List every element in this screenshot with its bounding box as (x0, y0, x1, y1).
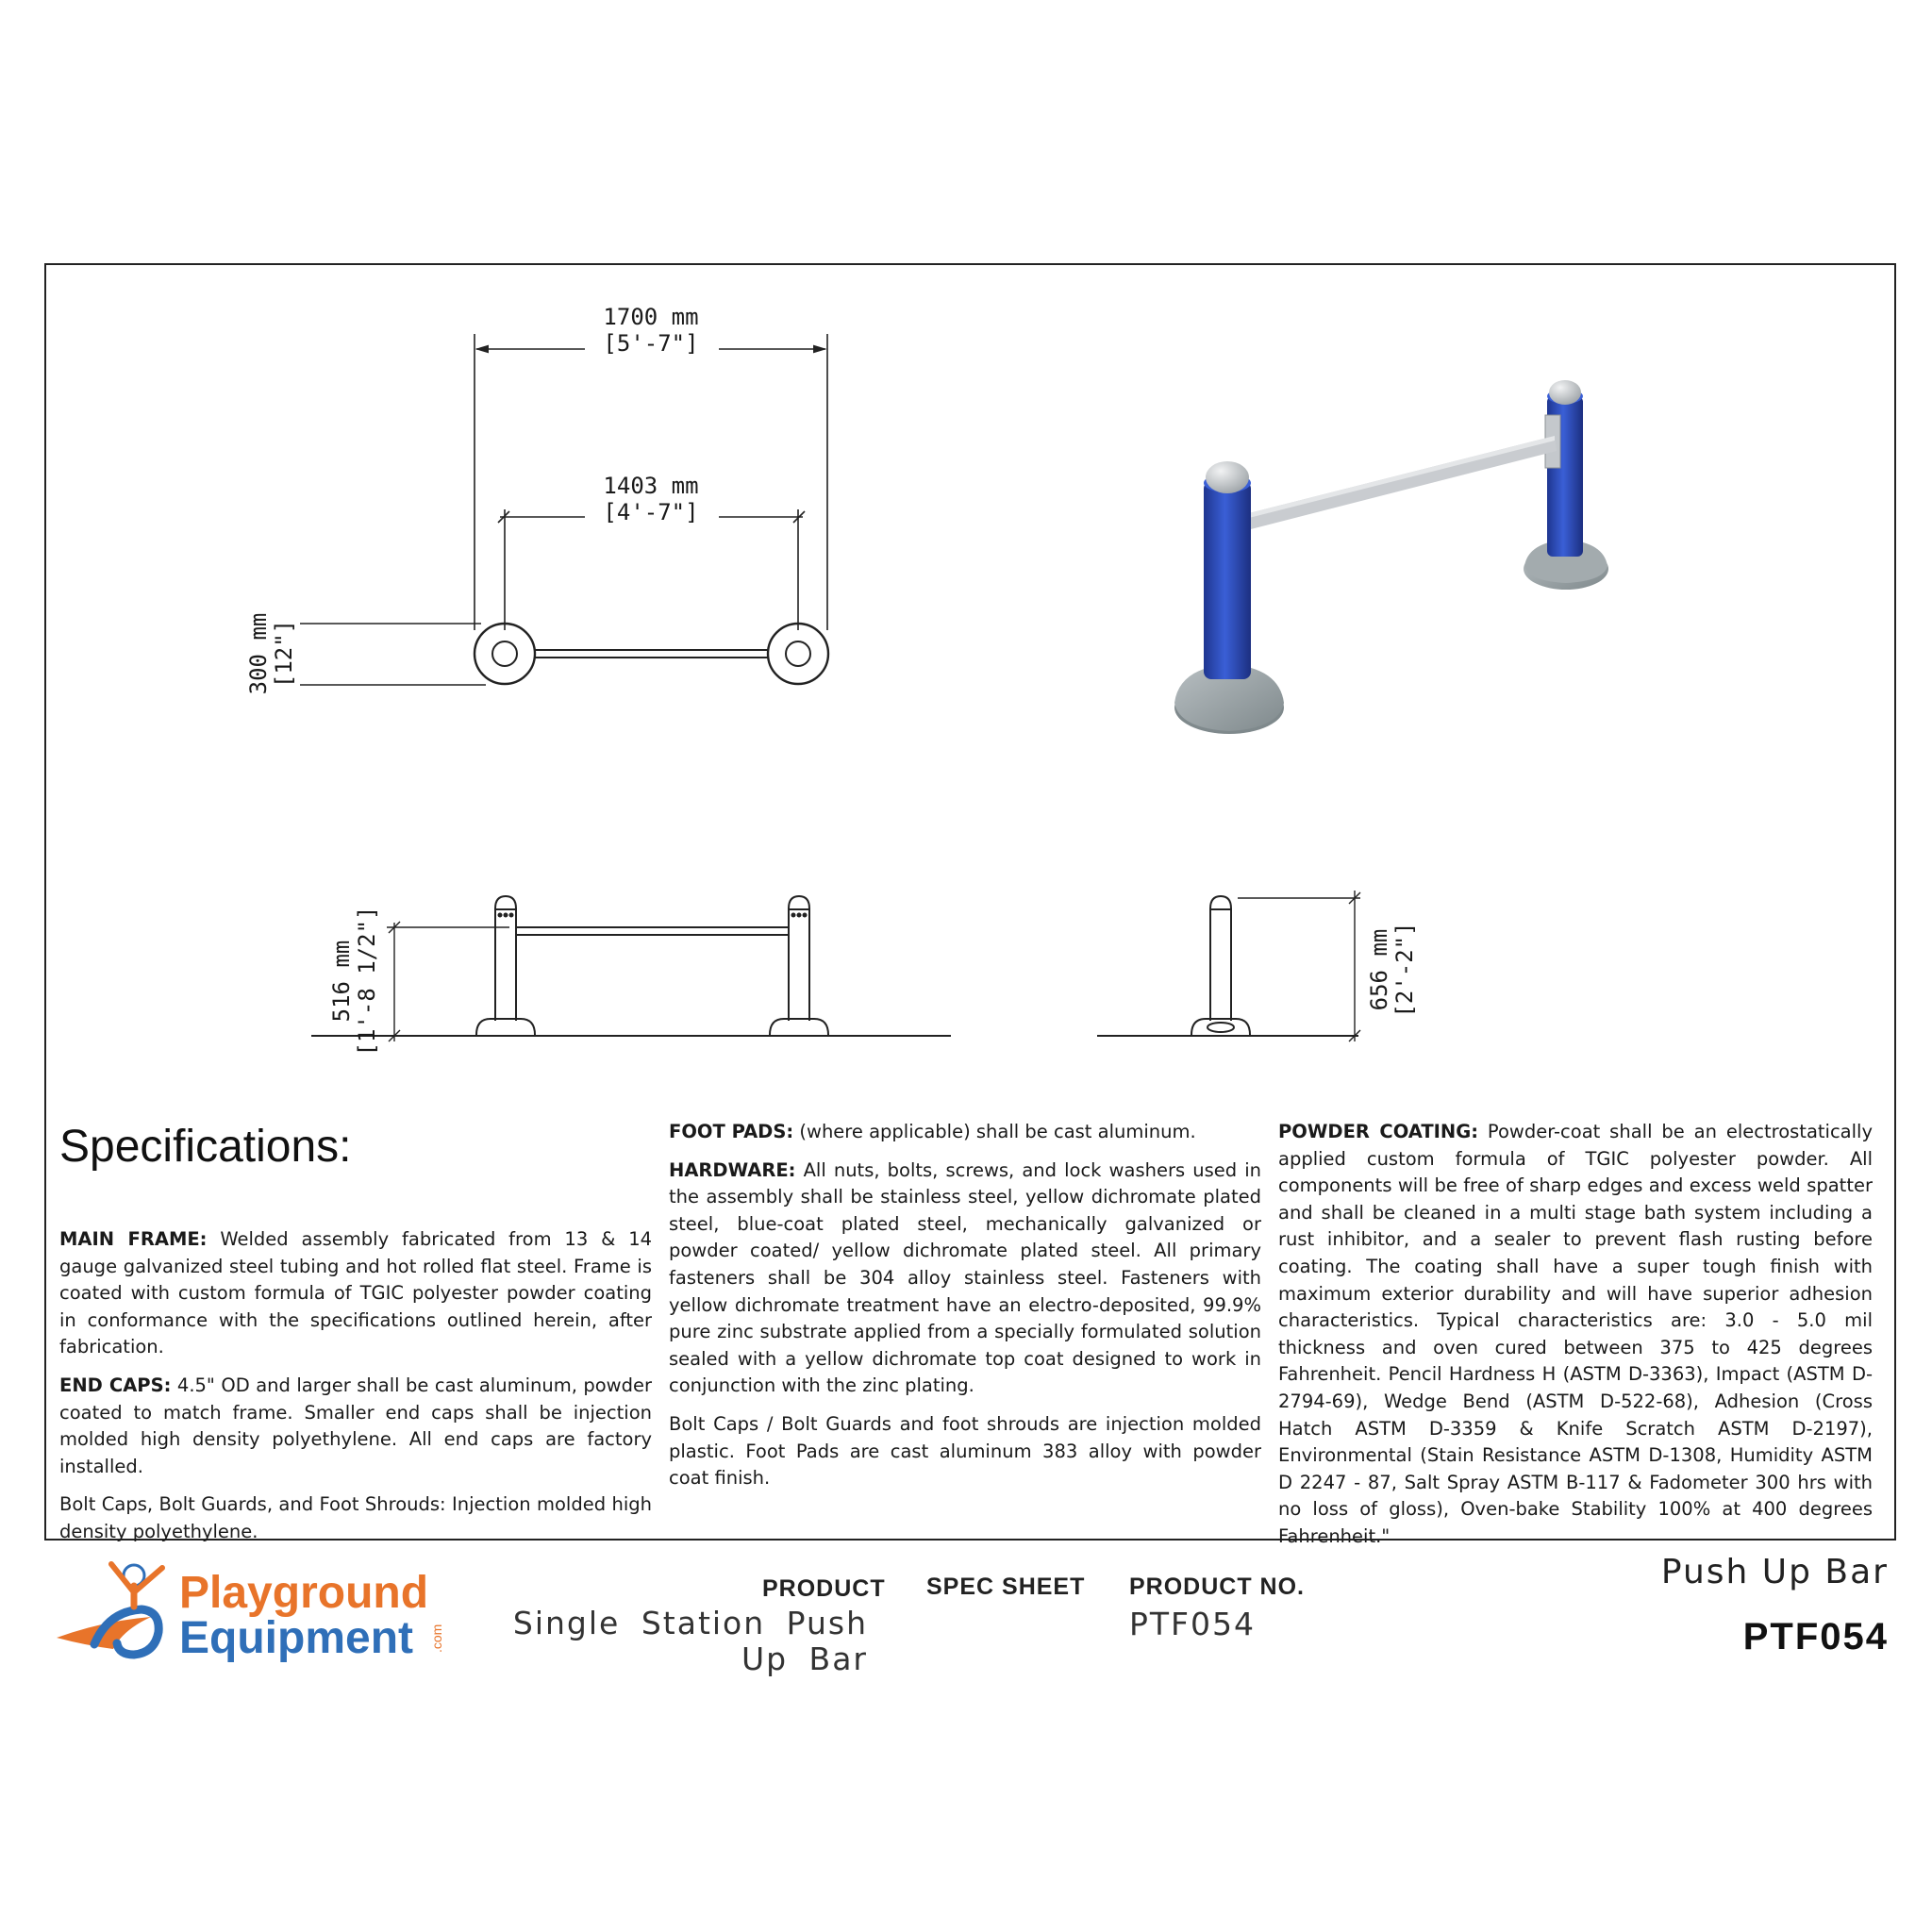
spec-hardware: HARDWARE: All nuts, bolts, screws, and lock washers used in the assembly shall be stainless steel, yellow dichromate plated steel, blue-coat plated steel, mechanically galvanized or powder coated/ yellow dichromate plated steel. All primary fasteners shall be 304 alloy stainless steel. Fasteners with yellow dichromate treatment have an electro-deposited, 99.9% pure zinc substrate applied from a specially formulated solution sealed with a yellow dichromate top coat designed to work in conjunction with the zinc plating. (669, 1158, 1261, 1397)
sheet-code: PTF054 (1742, 1616, 1889, 1657)
spec-bolt-caps: Bolt Caps, Bolt Guards, and Foot Shrouds: Injection molded high density polyethylene. (59, 1493, 652, 1542)
product-name: Single Station Push Up Bar (512, 1605, 868, 1677)
product-label: PRODUCT (762, 1575, 886, 1602)
specifications-title: Specifications: (59, 1122, 352, 1172)
specs-column-2 (669, 1119, 1261, 1504)
spec-bolt-caps-plastic: Bolt Caps / Bolt Guards and foot shrouds are injection molded plastic. Foot Pads are cast aluminum 383 alloy with powder coat finish. (669, 1412, 1261, 1490)
logo-suffix: .com (429, 1624, 444, 1653)
logo-line1: Playground (179, 1568, 429, 1618)
spec-main-frame: MAIN FRAME: Welded assembly fabricated from 13 & 14 gauge galvanized steel tubing and hot rolled flat steel. Frame is coated with custom formula of TGIC polyester powder coating in conformance with the specifications outlined herein, after fabrication. (59, 1228, 653, 1358)
sheet-title: Push Up Bar (1660, 1553, 1889, 1591)
top-view-drawing (300, 334, 828, 685)
front-view-drawing (311, 896, 951, 1041)
product-no-label: PRODUCT NO. (1129, 1574, 1305, 1600)
front-view-bolt-dots (498, 913, 808, 918)
spec-powder-coating: POWDER COATING: Powder-coat shall be an electrostatically applied custom formula of TGIC polyester powder. All components will be free of sharp edges and excess weld spatter and shall be cleaned in a multi stage bath system including a rust inhibitor, and a sealer to prevent flash rusting before coating. The coating shall have a super tough finish with maximum exterior durability and will have superior adhesion characteristics. Typical characteristics are: 3.0 - 5.0 mil thickness and oven cured between 375 to 425 degrees Fahrenheit. Pencil Hardness H (ASTM D-3363), Impact (ASTM D-2794-69), Wedge Bend (ASTM D-522-68), Adhesion (Cross Hatch ASTM D-3359 & Knife Scratch ASTM D-2197), Environmental (Stain Resistance ASTM D-1308, Humidity ASTM D 2247 - 87, Salt Spray ASTM B-117 & Fadometer 300 hrs with no loss of gloss), Oven-bake Stability 100% at 400 degrees Fahrenheit." (1278, 1121, 1874, 1547)
product-render (1174, 380, 1608, 734)
logo-kid-icon (57, 1564, 162, 1655)
dim-1700-metric: 1700 mm (603, 304, 699, 330)
side-view-drawing (1097, 891, 1360, 1041)
specs-column-1 (59, 1226, 652, 1557)
dim-516-metric: 516 mm (328, 940, 355, 1023)
dim-1403-imperial: [4'-7"] (603, 499, 699, 525)
spec-foot-pads: FOOT PADS: (where applicable) shall be cast aluminum. (669, 1121, 1196, 1142)
spec-sheet-label: SPEC SHEET (926, 1574, 1086, 1600)
playground-equipment-logo (47, 1555, 462, 1668)
dim-656-metric: 656 mm (1366, 928, 1392, 1011)
dim-300-metric: 300 mm (245, 612, 272, 695)
dim-300-imperial: [12"] (271, 619, 297, 689)
dim-1403-metric: 1403 mm (603, 473, 699, 499)
dim-1700-imperial: [5'-7"] (603, 330, 699, 357)
logo-line2: Equipment (179, 1613, 413, 1663)
dim-516-imperial: [1'-8 1/2"] (354, 906, 380, 1057)
product-no-value: PTF054 (1129, 1606, 1257, 1642)
dim-656-imperial: [2'-2"] (1391, 922, 1418, 1018)
specs-column-3 (1278, 1119, 1873, 1562)
spec-end-caps: END CAPS: 4.5" OD and larger shall be cast aluminum, powder coated to match frame. Smaller end caps shall be injection molded high density polyethylene. All end caps are factory installed. (59, 1374, 653, 1477)
